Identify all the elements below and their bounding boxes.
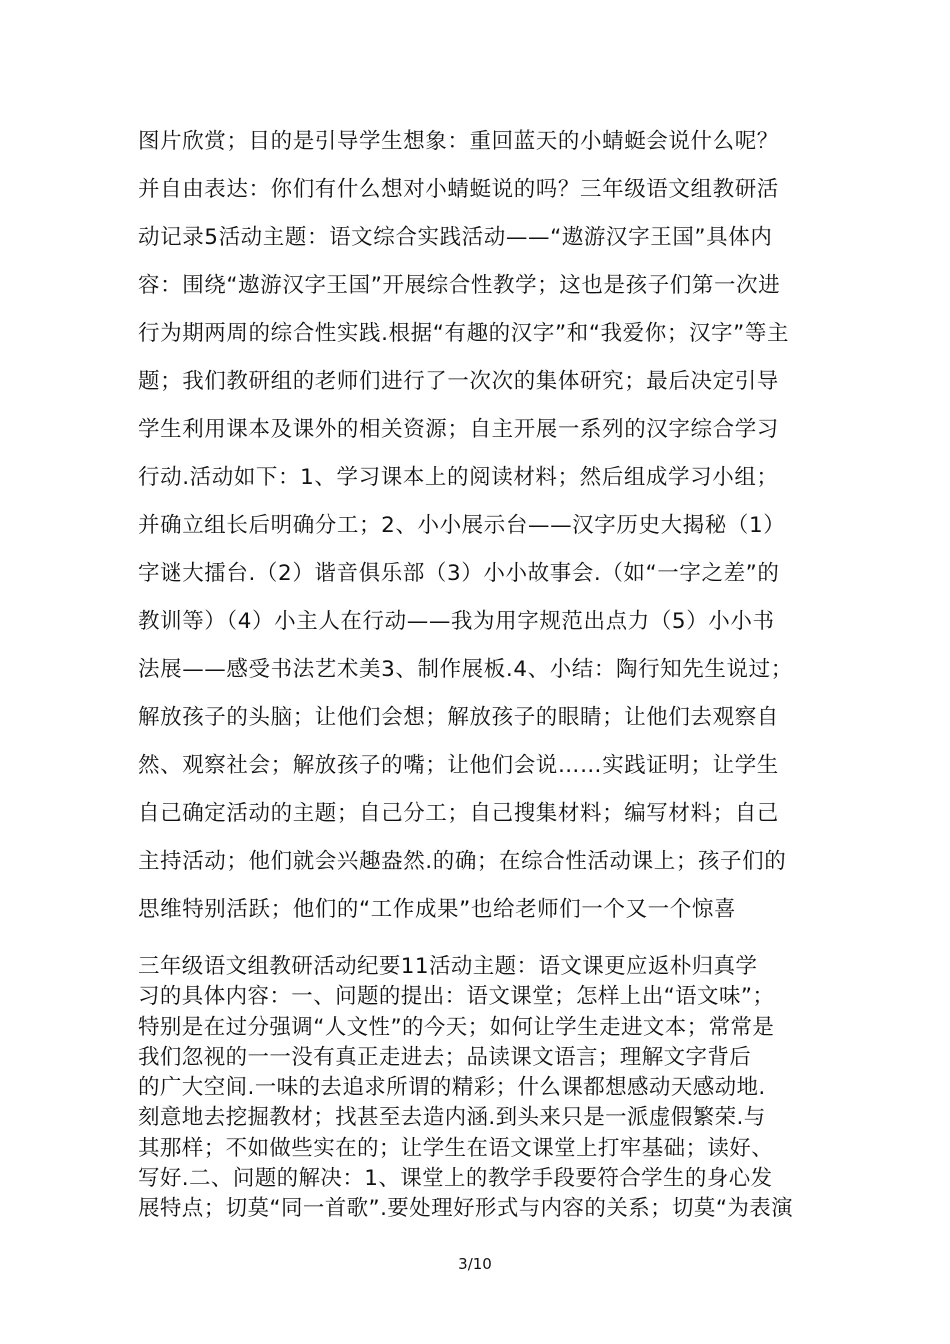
text-line: 主持活动；他们就会兴趣盎然.的确；在综合性活动课上；孩子们的 [138,849,787,874]
paragraph-activity-record-5 [138,118,828,934]
text-line: 法展——感受书法艺术美3、制作展板.4、小结：陶行知先生说过； [138,657,793,682]
text-line: 然、观察社会；解放孩子的嘴；让他们会说……实践证明；让学生 [138,753,779,778]
text-line: 三年级语文组教研活动纪要11活动主题：语文课更应返朴归真学 [138,954,758,979]
text-line: 刻意地去挖掘教材；找甚至去造内涵.到头来只是一派虚假繁荣.与 [138,1105,766,1131]
text-line: 特别是在过分强调“人文性”的今天；如何让学生走进文本；常常是 [138,1014,775,1040]
text-line: 题；我们教研组的老师们进行了一次次的集体研究；最后决定引导 [138,369,779,394]
text-line: 的广大空间.一味的去追求所谓的精彩；什么课都想感动天感动地. [138,1075,766,1101]
text-line: 并自由表达：你们有什么想对小蜻蜓说的吗？三年级语文组教研活 [138,177,779,202]
page-number: 3/10 [458,1255,492,1273]
text-line: 学生利用课本及课外的相关资源；自主开展一系列的汉字综合学习 [138,417,779,442]
text-line: 容：围绕“遨游汉字王国”开展综合性教学；这也是孩子们第一次进 [138,273,781,298]
text-line: 行动.活动如下：1、学习课本上的阅读材料；然后组成学习小组； [138,465,779,490]
text-line: 展特点；切莫“同一首歌”.要处理好形式与内容的关系；切莫“为表演 [138,1196,794,1222]
text-line: 我们忽视的一一没有真正走进去；品读课文语言；理解文字背后 [138,1044,752,1070]
text-line: 思维特别活跃；他们的“工作成果”也给老师们一个又一个惊喜 [138,897,737,922]
text-line: 图片欣赏；目的是引导学生想象：重回蓝天的小蜻蜓会说什么呢？ [138,129,779,154]
text-line: 动记录5活动主题：语文综合实践活动——“遨游汉字王国”具体内 [138,225,773,250]
text-line: 习的具体内容：一、问题的提出：语文课堂；怎样上出“语文味”； [138,984,775,1010]
text-line: 解放孩子的头脑；让他们会想；解放孩子的眼睛；让他们去观察自 [138,705,779,730]
text-line: 自己确定活动的主题；自己分工；自己搜集材料；编写材料；自己 [138,801,779,826]
text-line: 写好.二、问题的解决：1、课堂上的教学手段要符合学生的身心发 [138,1166,773,1192]
text-line: 行为期两周的综合性实践.根据“有趣的汉字”和“我爱你；汉字”等主 [138,321,790,346]
paragraph-activity-summary-11 [138,952,828,1225]
text-line: 其那样；不如做些实在的；让学生在语文课堂上打牢基础；读好、 [138,1135,774,1161]
text-line: 并确立组长后明确分工；2、小小展示台——汉字历史大揭秘（1） [138,513,786,538]
text-line: 字谜大擂台.（2）谐音俱乐部（3）小小故事会.（如“一字之差”的 [138,561,780,586]
text-line: 教训等）（4）小主人在行动——我为用字规范出点力（5）小小书 [138,609,775,634]
